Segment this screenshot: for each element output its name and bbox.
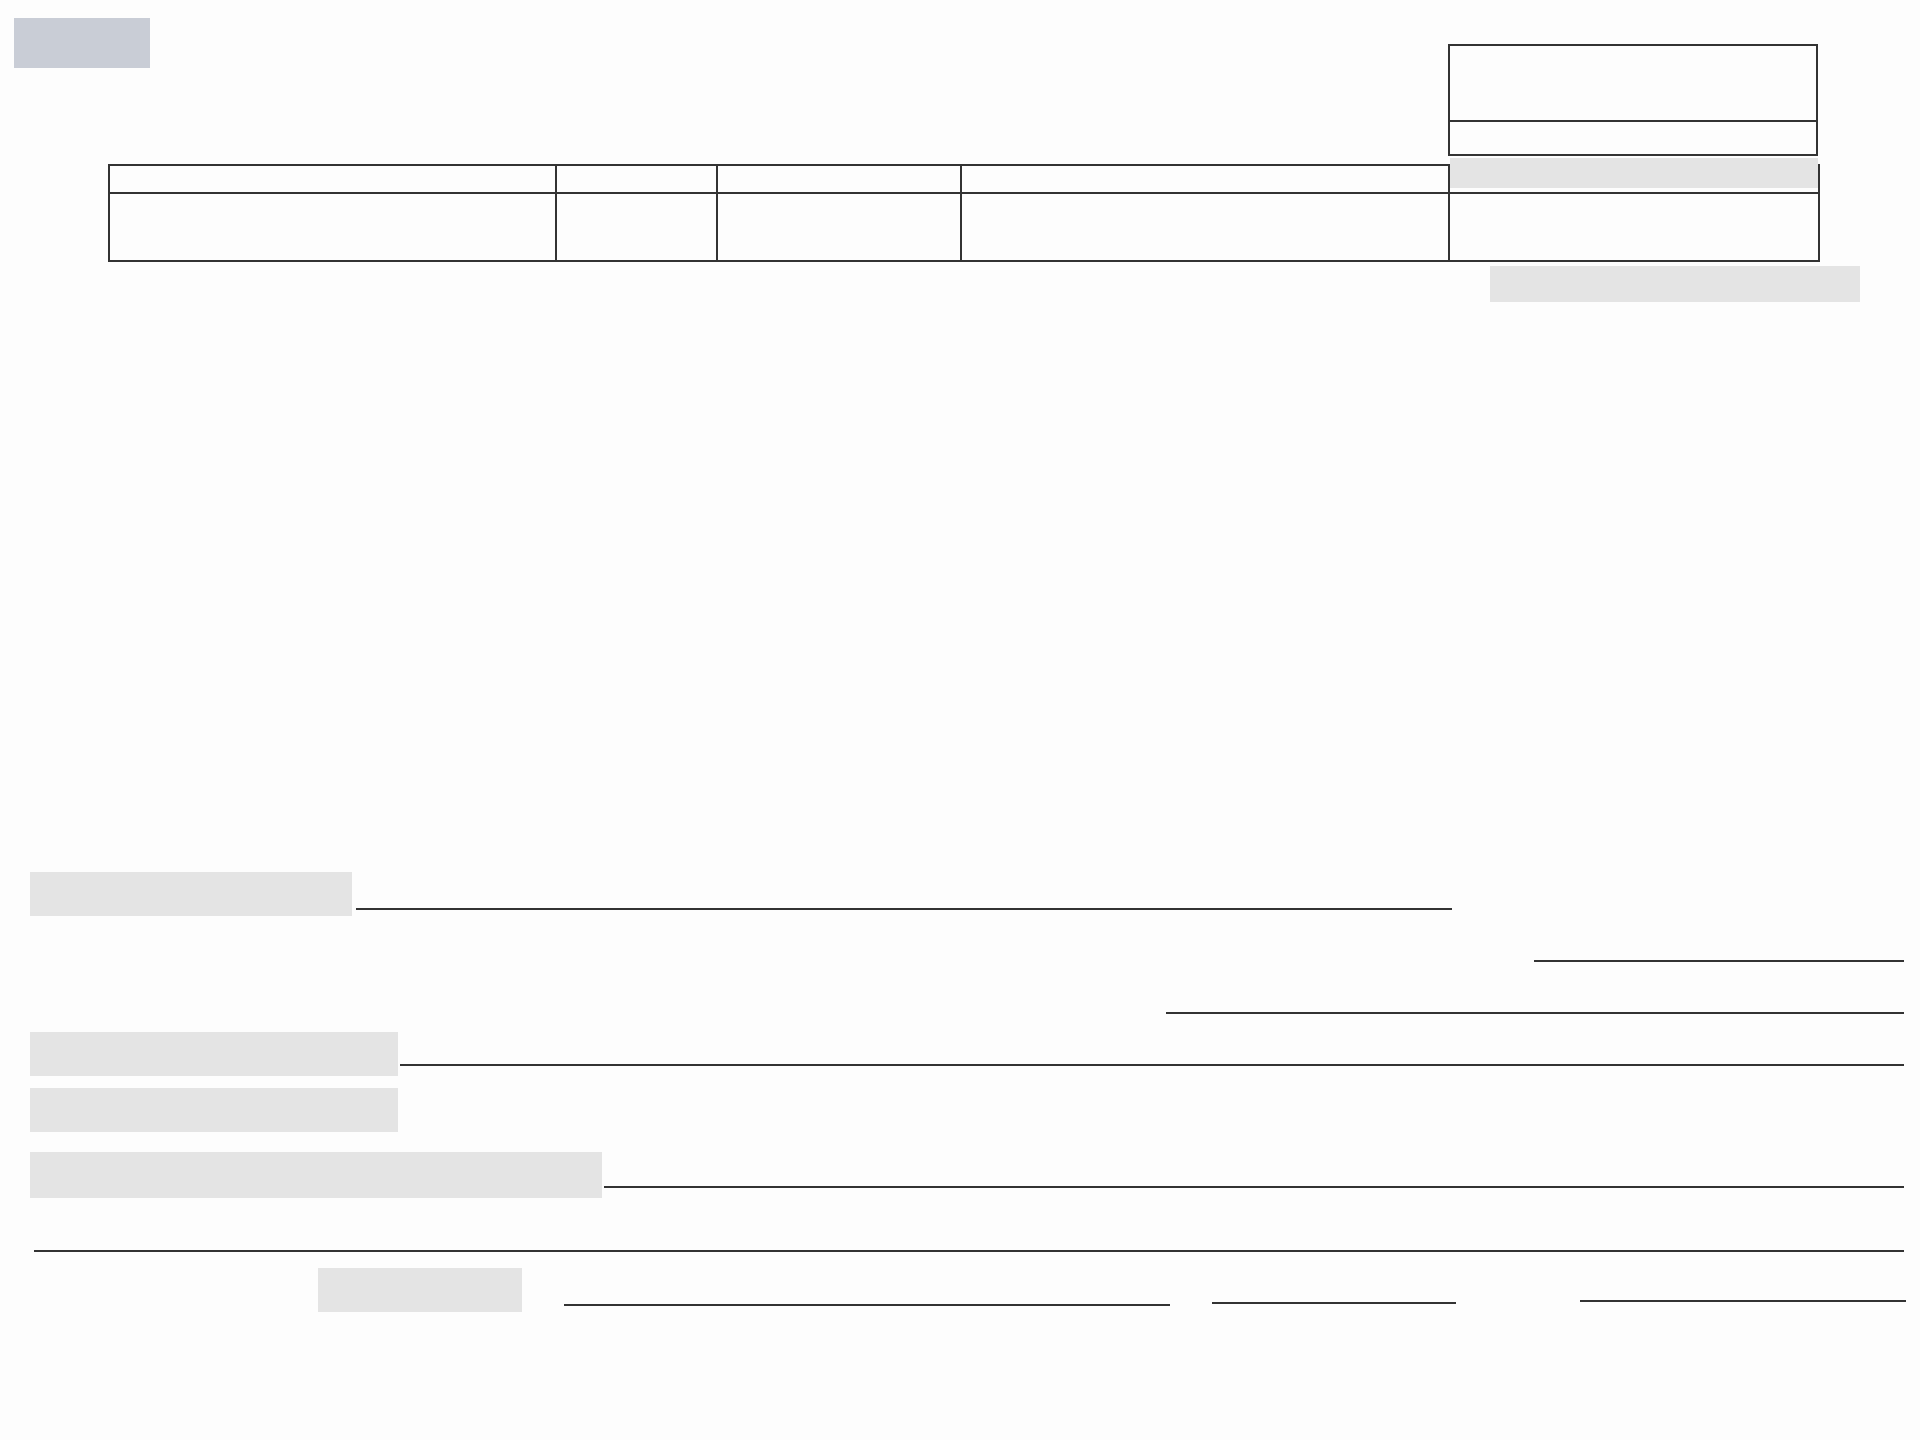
logo	[14, 18, 150, 68]
remarks-engine-line	[356, 908, 1452, 910]
remarks-mkpp-line	[400, 1064, 1904, 1066]
auto-number-box	[1448, 44, 1818, 156]
